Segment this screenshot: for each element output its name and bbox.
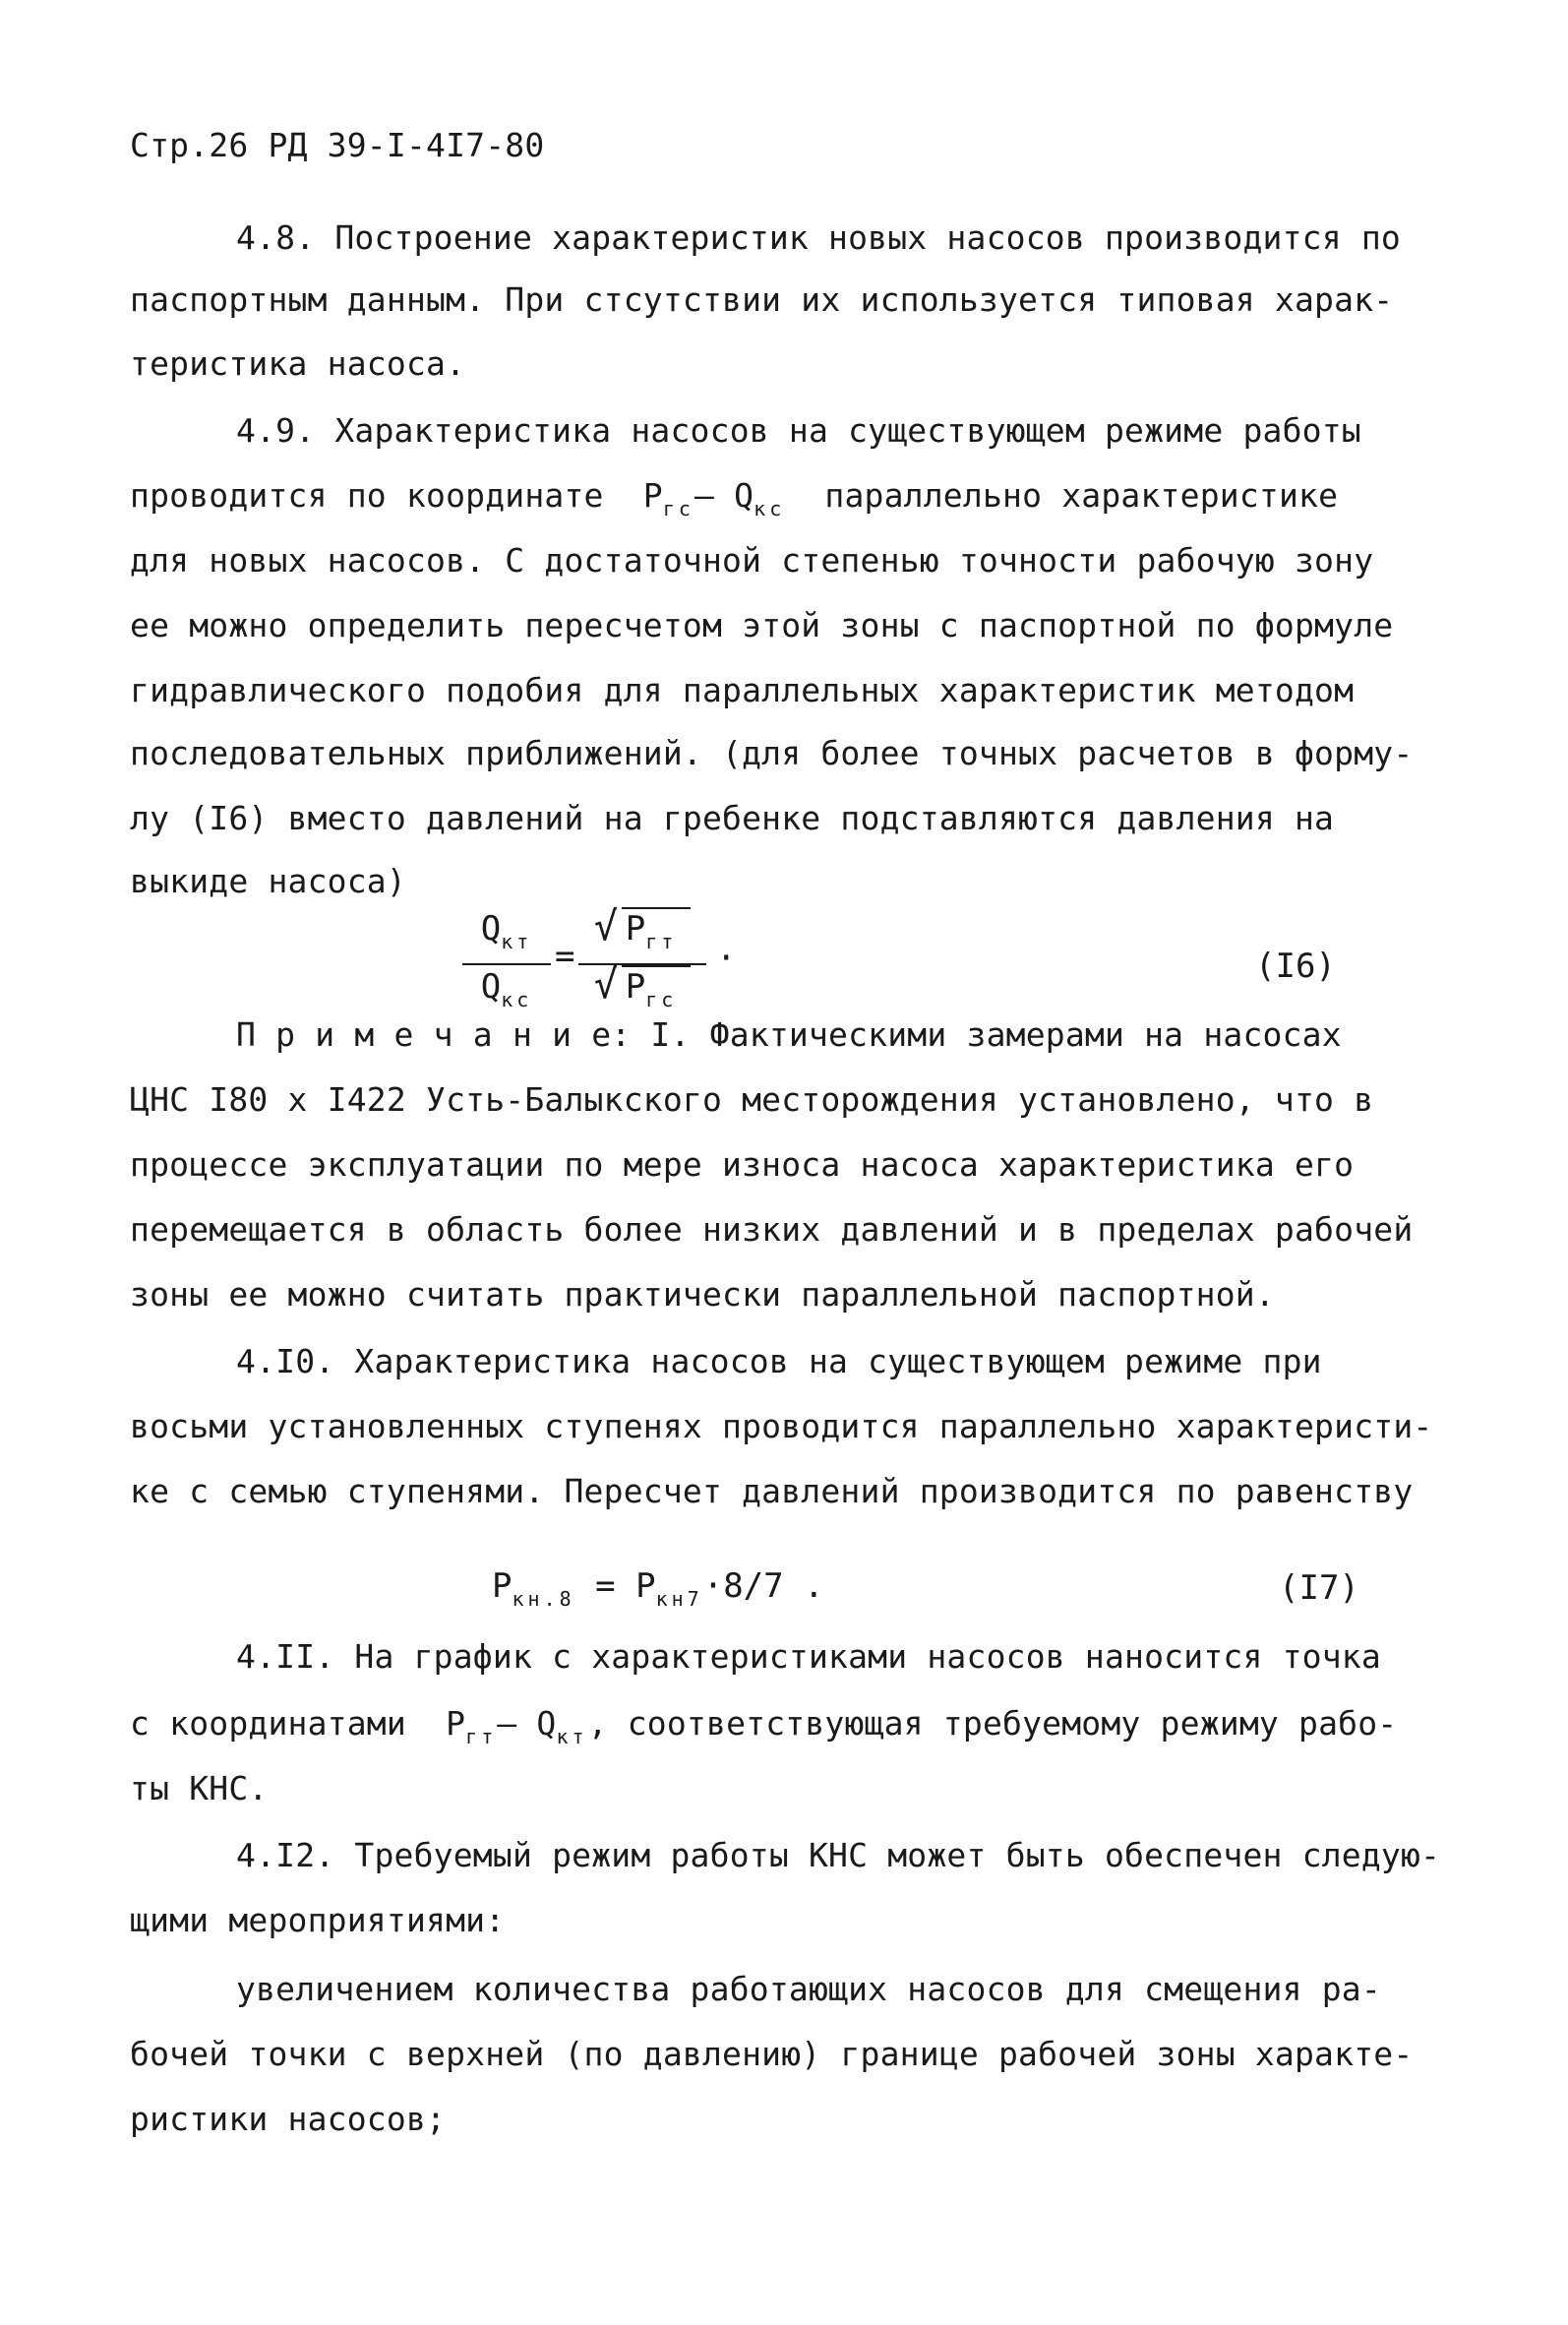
note-line-3: процессе эксплуатации по мере износа насоса характеристика его bbox=[130, 1145, 1355, 1184]
text: параллельно характеристике bbox=[824, 476, 1339, 515]
section-4-9-line-2 bbox=[130, 476, 1338, 528]
section-4-8-line-2: паспортным данным. При стсутствии их используется типовая харак- bbox=[130, 280, 1394, 319]
text: проводится по координате bbox=[130, 476, 604, 515]
section-4-11-line-1: 4.II. На график с характеристиками насосов наносится точка bbox=[236, 1637, 1381, 1676]
p-gt: Р bbox=[625, 909, 646, 948]
section-4-9-line-7: лу (I6) вместо давлений на гребенке подставляются давления на bbox=[130, 799, 1335, 837]
section-4-12-line-1: 4.I2. Требуемый режим работы КНС может быть обеспечен следую- bbox=[236, 1836, 1441, 1874]
sub-gs: гс bbox=[662, 497, 694, 520]
section-4-12-line-2: щими мероприятиями: bbox=[130, 1901, 506, 1939]
var-q: Q bbox=[536, 1704, 557, 1743]
section-4-9-line-8: выкиде насоса) bbox=[130, 862, 406, 900]
section-4-12-line-3: увеличением количества работающих насосов для смещения ра- bbox=[236, 1970, 1381, 2008]
q-kt: Q bbox=[480, 909, 502, 948]
sub-kn8: кн.8 bbox=[512, 1587, 575, 1611]
formula-dot: · bbox=[716, 939, 737, 978]
note-line-2: ЦНС I80 х I422 Усть-Балыкского месторождения установлено, что в bbox=[130, 1080, 1374, 1119]
note-line-1: П р и м е ч а н и е: I. Фактическими замерами на насосах bbox=[236, 1015, 1342, 1054]
section-4-8-line-1: 4.8. Построение характеристик новых насосов производится по bbox=[236, 218, 1401, 257]
section-4-12-line-4: бочей точки с верхней (по давлению) границе рабочей зоны характе- bbox=[130, 2035, 1414, 2073]
section-4-11-line-2 bbox=[130, 1704, 1397, 1756]
fraction-bar bbox=[462, 963, 551, 965]
section-4-9-line-4: ее можно определить пересчетом этой зоны с паспортной по формуле bbox=[130, 606, 1394, 644]
section-4-12-line-5: ристики насосов; bbox=[130, 2100, 447, 2138]
equation-number-16: (I6) bbox=[1255, 947, 1336, 986]
section-4-10-line-2: восьми установленных ступенях проводится параллельно характеристи- bbox=[130, 1407, 1433, 1445]
formula-16 bbox=[462, 904, 757, 1017]
section-4-11-line-3: ты КНС. bbox=[130, 1769, 269, 1807]
var-q: Q bbox=[734, 476, 754, 515]
sub-gt: гт bbox=[645, 930, 678, 953]
sub-kt: кт bbox=[501, 930, 533, 953]
section-4-10-line-3: ке с семью ступенями. Пересчет давлений производится по равенству bbox=[130, 1472, 1414, 1510]
dash: – bbox=[694, 476, 715, 515]
p-gs: Р bbox=[625, 967, 646, 1007]
p-kn8: Р bbox=[492, 1566, 513, 1606]
section-4-9-line-6: последовательных приближений. (для более точных расчетов в форму- bbox=[130, 734, 1414, 772]
formula-17 bbox=[492, 1566, 824, 1611]
text: с координатами bbox=[130, 1704, 406, 1743]
fraction-sqrt-p bbox=[578, 904, 706, 1019]
var-p: Р bbox=[446, 1704, 466, 1743]
sub-gt: гт bbox=[465, 1725, 498, 1748]
ratio-8-7: ·8/7 . bbox=[702, 1566, 824, 1606]
sub-ks: кс bbox=[501, 988, 533, 1011]
section-4-8-line-3: теристика насоса. bbox=[130, 344, 466, 383]
section-4-9-line-5: гидравлического подобия для параллельных характеристик методом bbox=[130, 671, 1355, 709]
section-4-9-line-3: для новых насосов. С достаточной степенью точности рабочую зону bbox=[130, 541, 1374, 580]
page-header: Стр.26 РД 39-I-4I7-80 bbox=[130, 126, 545, 164]
var-p: Р bbox=[642, 476, 663, 515]
text: , соответствующая требуемому режиму рабо- bbox=[587, 1704, 1398, 1743]
sqrt-icon: √ bbox=[593, 904, 618, 949]
section-4-10-line-1: 4.I0. Характеристика насосов на существующем режиме при bbox=[236, 1342, 1322, 1380]
sub-kt: кт bbox=[556, 1725, 588, 1748]
equals-sign: = bbox=[555, 937, 575, 976]
sub-ks: кс bbox=[754, 497, 786, 520]
fraction-q bbox=[462, 909, 551, 1019]
equation-number-17: (I7) bbox=[1279, 1568, 1359, 1608]
note-line-5: зоны ее можно считать практически параллельной паспортной. bbox=[130, 1275, 1275, 1314]
sub-gs: гс bbox=[645, 988, 678, 1011]
sub-kn7: кн7 bbox=[655, 1587, 703, 1611]
note-line-4: перемещается в область более низких давлений и в пределах рабочей bbox=[130, 1210, 1414, 1249]
dash: – bbox=[497, 1704, 517, 1743]
q-ks: Q bbox=[480, 967, 502, 1007]
sqrt-icon: √ bbox=[593, 962, 618, 1008]
p-kn7: Р bbox=[635, 1566, 656, 1606]
section-4-9-line-1: 4.9. Характеристика насосов на существующем режиме работы bbox=[236, 411, 1361, 450]
equals-sign: = bbox=[595, 1566, 616, 1606]
